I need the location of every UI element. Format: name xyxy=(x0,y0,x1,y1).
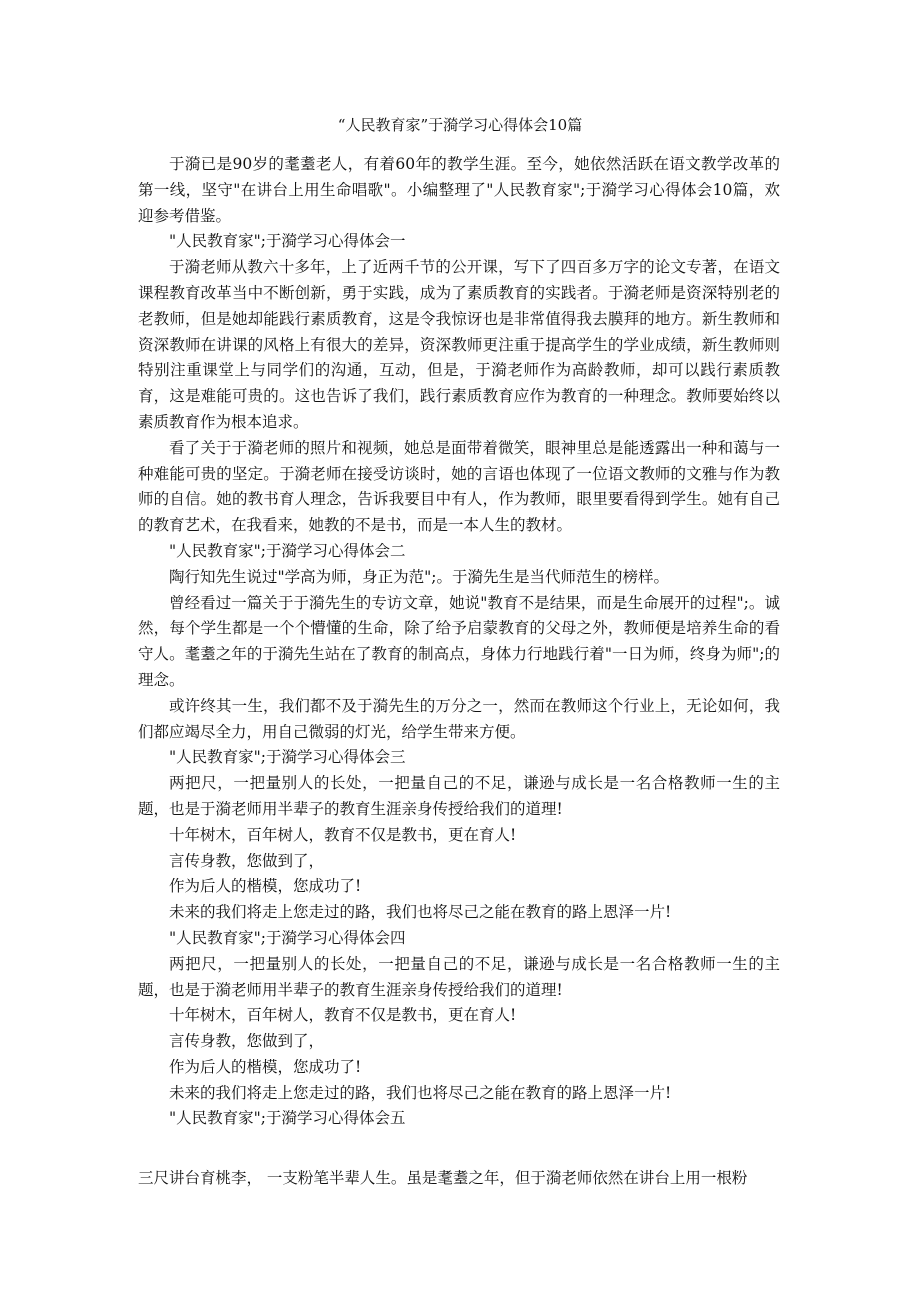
body-line: 言传身教，您做到了， xyxy=(169,1032,325,1051)
document-title: “人民教育家”于漪学习心得体会10篇 xyxy=(337,116,583,134)
body-paragraph: 看了关于于漪老师的照片和视频，她总是面带着微笑，眼神里总是能透露出一种和蔼与一种难能可贵的坚定。于漪老师在接受访谈时，她的言语也体现了一位语文教师的文雅与作为教师的自信。她的教书育人理念，告诉我要目中有人，作为教师，眼里要看得到学生。她有自己的教育艺术，在我看来，她教的不是书，而是一本人生的教材。 xyxy=(138,438,780,535)
intro-paragraph: 于漪已是90岁的耄耋老人，有着60年的教学生涯。至今，她依然活跃在语文教学改革的第一线，坚守"在讲台上用生命唱歌"。小编整理了"人民教育家";于漪学习心得体会10篇，欢迎参考借鉴。 xyxy=(138,155,780,225)
body-paragraph: 于漪老师从教六十多年，上了近两千节的公开课，写下了四百多万字的论文专著，在语文课程教育改革当中不断创新，勇于实践，成为了素质教育的实践者。于漪老师是资深特别老的老教师，但是她却能践行素质教育，这是令我惊讶也是非常值得我去膜拜的地方。新生教师和资深教师在讲课的风格上有很大的差异，资深教师更注重于提高学生的学业成绩，新生教师则特别注重课堂上与同学们的沟通，互动，但是，于漪老师作为高龄教师，却可以践行素质教育，这是难能可贵的。这也告诉了我们，践行素质教育应作为教育的一种理念。教师要始终以素质教育作为根本追求。 xyxy=(138,258,780,431)
continuation-line: 三尺讲台育桃李， 一支粉笔半辈人生。虽是耄耋之年，但于漪老师依然在讲台上用一根粉 xyxy=(138,1169,748,1187)
section-heading-2: "人民教育家";于漪学习心得体会二 xyxy=(169,541,406,560)
body-line: 作为后人的楷模，您成功了! xyxy=(169,877,362,896)
body-line: 未来的我们将走上您走过的路，我们也将尽己之能在教育的路上恩泽一片! xyxy=(169,903,672,922)
body-paragraph: 两把尺，一把量别人的长处，一把量自己的不足，谦逊与成长是一名合格教师一生的主题，也是于漪老师用半辈子的教育生涯亲身传授给我们的道理! xyxy=(138,774,780,818)
section-heading-3: "人民教育家";于漪学习心得体会三 xyxy=(169,748,406,767)
body-line: 言传身教，您做到了， xyxy=(169,851,325,870)
body-paragraph: 或许终其一生，我们都不及于漪先生的万分之一，然而在教师这个行业上，无论如何，我们都应竭尽全力，用自己微弱的灯光，给学生带来方便。 xyxy=(138,696,780,741)
body-paragraph: 两把尺，一把量别人的长处，一把量自己的不足，谦逊与成长是一名合格教师一生的主题，也是于漪老师用半辈子的教育生涯亲身传授给我们的道理! xyxy=(138,954,780,999)
section-heading-4: "人民教育家";于漪学习心得体会四 xyxy=(169,928,406,947)
section-heading-1: "人民教育家";于漪学习心得体会一 xyxy=(169,232,406,251)
body-line: 十年树木，百年树人，教育不仅是教书，更在育人! xyxy=(169,825,517,844)
body-line: 未来的我们将走上您走过的路，我们也将尽己之能在教育的路上恩泽一片! xyxy=(169,1083,672,1102)
body-paragraph: 曾经看过一篇关于于漪先生的专访文章，她说"教育不是结果，而是生命展开的过程";。诚然，每个学生都是一个个懵懂的生命，除了给予启蒙教育的父母之外，教师便是培养生命的看守人。耄耋之年的于漪先生站在了教育的制高点，身体力行地践行着"一日为师，终身为师";的理念。 xyxy=(138,593,780,689)
document-body xyxy=(138,152,780,1132)
section-heading-5: "人民教育家";于漪学习心得体会五 xyxy=(169,1109,406,1128)
body-paragraph: 陶行知先生说过"学高为师，身正为范";。于漪先生是当代师范生的榜样。 xyxy=(169,567,669,586)
body-line: 作为后人的楷模，您成功了! xyxy=(169,1057,362,1076)
body-line: 十年树木，百年树人，教育不仅是教书，更在育人! xyxy=(169,1006,517,1025)
